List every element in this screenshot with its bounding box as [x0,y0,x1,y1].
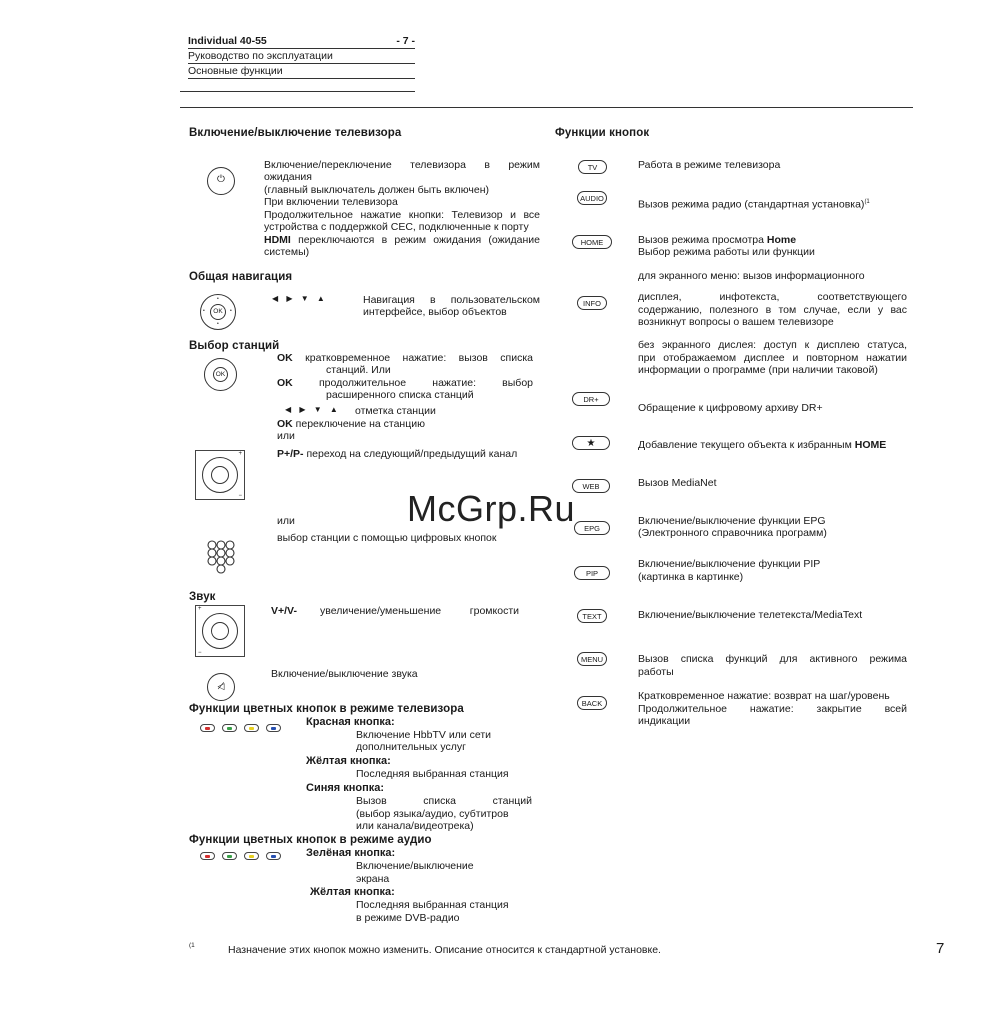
red-dot [205,727,210,730]
green-button [222,852,237,860]
text-button [577,609,607,623]
stations-digits: выбор станции с помощью цифровых кнопок [277,532,497,544]
watermark: McGrp.Ru [407,488,576,529]
header-model-row [188,35,415,49]
power-line4b: устройства с поддержкой CEC, подключенные к порту [264,221,529,233]
nav-dot-right: • [230,308,232,314]
stations-ok-button [213,367,228,382]
stations-p-bold: P+/P- [277,448,304,460]
color-buttons-audio [200,852,285,861]
volume-minus-icon: − [198,650,202,656]
header-model: Individual 40-55 [188,35,267,47]
stations-p-text: переход на следующий/предыдущий канал [303,448,518,460]
color-tv-red-heading: Красная кнопка: [306,716,395,728]
color-tv-heading: Функции цветных кнопок в режиме телевизора [189,703,464,715]
star-icon: ★ [586,438,596,449]
epg-desc-b: (Электронного справочника программ) [638,527,827,539]
green-dot [227,727,232,730]
power-heading: Включение/выключение телевизора [189,127,402,139]
stations-ok3 [277,418,425,431]
stations-ok3-bold: OK [277,418,293,430]
power-line2: (главный выключатель должен быть включен) [264,184,490,196]
power-line4c [264,234,540,247]
yellow-button [244,852,259,860]
back-button [577,696,607,710]
nav-heading: Общая навигация [189,271,293,283]
stations-ok2a [277,377,533,390]
power-line4a: Продолжительное нажатие кнопки: Телевизор и все [264,209,540,221]
stations-ok2a-text: продолжительное нажатие: выбор [292,377,533,389]
info-desc-e: без экранного дислея: доступ к дисплею статуса, [638,339,907,351]
blue-button [266,724,281,732]
red-button [200,724,215,732]
blue-dot [271,727,276,730]
blue-button [266,852,281,860]
stations-ok2-bold: OK [277,377,293,389]
home-desc-bold: Home [766,234,797,246]
volume-rocker-center [211,622,229,640]
yellow-dot [249,855,254,858]
stations-heading: Выбор станций [189,340,280,352]
info-desc-c: содержанию, полезного в том случае, если у вас [638,304,907,316]
volume-rocker [195,605,245,657]
numeric-keypad-icon [206,540,236,576]
red-button [200,852,215,860]
web-button [572,479,610,493]
power-button [207,167,235,195]
nav-ok-button [210,304,226,320]
header-manual: Руководство по эксплуатации [188,50,415,64]
color-tv-red-b: дополнительных услуг [356,741,466,753]
color-tv-blue-a: Вызов списка станций [356,795,532,807]
stations-or2: или [277,515,295,527]
fav-desc [638,439,886,452]
color-audio-yellow-b: в режиме DVB-радио [356,912,460,924]
home-button [572,235,612,249]
sound-heading: Звук [189,591,216,603]
color-audio-green-b: экрана [356,873,390,885]
power-line3: При включении телевизора [264,196,398,208]
power-hdmi: HDMI [264,234,291,246]
yellow-button [244,724,259,732]
web-button-label: WEB [582,482,600,491]
header-divider-long [180,107,913,108]
nav-dpad [200,294,236,330]
audio-button-label: AUDIO [580,194,604,203]
info-desc-d: возникнут вопросы о вашем телевизоре [638,316,834,328]
nav-ok-label: OK [213,308,223,315]
stations-ok3-text: переключение на станцию [292,418,425,430]
color-audio-green-heading: Зелёная кнопка: [306,847,396,859]
stations-ok1a-text: кратковременное нажатие: вызов списка [292,352,533,364]
stations-p [277,448,517,461]
epg-button-label: EPG [584,524,600,533]
stations-or1: или [277,430,295,442]
fav-desc-text: Добавление текущего объекта к избранным [638,439,855,451]
dr-desc: Обращение к цифровому архиву DR+ [638,402,823,414]
info-desc-g: информации о программе (при наличии таковой) [638,364,878,376]
back-desc-c: индикации [638,715,691,727]
info-desc-a: для экранного меню: вызов информационного [638,270,865,282]
color-audio-yellow-a: Последняя выбранная станция [356,899,509,911]
nav-dot-top: • [217,296,219,302]
power-line4d: системы) [264,246,310,258]
color-audio-green-a: Включение/выключение [356,860,474,872]
volume-plus-icon: + [198,606,202,612]
mute-icon: ◁̸ [217,681,225,691]
menu-desc-b: работы [638,666,674,678]
nav-text-a: Навигация в пользовательском [363,294,540,306]
stations-ok1b: станций. Или [326,364,391,376]
stations-ok-label: OK [215,371,226,378]
color-audio-yellow-heading: Жёлтая кнопка: [310,886,395,898]
stations-rocker-center [211,466,229,484]
menu-button-label: MENU [580,655,604,664]
pip-desc-b: (картинка в картинке) [638,571,744,583]
epg-desc-a: Включение/выключение функции EPG [638,515,826,527]
green-dot [227,855,232,858]
color-buttons-tv [200,724,285,733]
pip-button [574,566,610,580]
stations-channel-rocker [195,450,245,500]
sound-v-bold: V+/V- [271,605,297,617]
audio-desc-text: Вызов режима радио (стандартная установка) [638,198,865,211]
pip-desc-a: Включение/выключение функции PIP [638,558,821,570]
info-button-label: INFO [583,299,601,308]
green-button [222,724,237,732]
sound-v-text: увеличение/уменьшение громкости [320,605,519,617]
back-button-label: BACK [581,699,603,708]
nav-text-b: интерфейсе, выбор объектов [363,306,507,318]
favorite-button [572,436,610,450]
stations-ok1-bold: OK [277,352,293,364]
tv-button [578,160,607,174]
footnote-text: Назначение этих кнопок можно изменить. Описание относится к стандартной установке. [228,944,661,956]
stations-ok2b: расширенного списка станций [326,389,474,401]
audio-desc [638,196,870,211]
stations-arrows-icon: ◀ ▶ ▼ ▲ [285,405,341,414]
back-desc-b: Продолжительное нажатие: закрытие всей [638,703,907,715]
nav-arrows-icon: ◀ ▶ ▼ ▲ [272,294,328,303]
dr-button-label: DR+ [583,395,599,404]
info-button [577,296,607,310]
nav-dot-left: • [203,308,205,314]
header-divider-short [180,91,415,92]
mute-button [207,673,235,701]
home-button-label: HOME [580,238,604,247]
info-desc-f: при отображаемом дисплее и повторном нажатии [638,352,907,364]
text-desc: Включение/выключение телетекста/MediaText [638,609,863,621]
yellow-dot [249,727,254,730]
color-audio-heading: Функции цветных кнопок в режиме аудио [189,834,432,846]
stations-rocker-minus-icon: − [238,493,242,499]
menu-button [577,652,607,666]
header-section: Основные функции [188,65,415,79]
blue-dot [271,855,276,858]
header-page-marker: - 7 - [396,35,415,47]
color-tv-yellow: Последняя выбранная станция [356,768,509,780]
menu-desc-a: Вызов списка функций для активного режима [638,653,907,665]
color-tv-blue-c: или канала/видеотрека) [356,820,474,832]
sound-mute: Включение/выключение звука [271,668,418,680]
page-number: 7 [936,940,945,957]
stations-mark: отметка станции [355,405,436,417]
tv-button-label: TV [587,163,598,172]
power-line1a: Включение/переключение телевизора в режим [264,159,540,171]
info-desc-b: дисплея, инфотекста, соответствующего [638,291,907,303]
back-desc-a: Кратковременное нажатие: возврат на шаг/уровень [638,690,890,702]
color-tv-blue-b: (выбор языка/аудио, субтитров [356,808,509,820]
web-desc: Вызов MediaNet [638,477,717,489]
color-tv-blue-heading: Синяя кнопка: [306,782,385,794]
red-dot [205,855,210,858]
stations-ok1a [277,352,533,365]
audio-footnote-marker: (1 [864,199,870,205]
tv-desc: Работа в режиме телевизора [638,159,781,171]
audio-button [577,191,607,205]
fav-desc-bold: HOME [854,439,887,451]
right-heading: Функции кнопок [555,127,650,139]
nav-dot-bottom: • [217,321,219,327]
stations-dpad [204,358,237,391]
text-button-label: TEXT [582,612,602,621]
home-desc-a-text: Вызов режима просмотра [638,234,767,246]
home-desc-a [638,234,796,247]
home-desc-b: Выбор режима работы или функции [638,246,815,258]
pip-button-label: PIP [585,569,599,578]
footnote-marker: (1 [189,942,195,949]
dr-button [572,392,610,406]
power-icon: ⏻ [217,174,225,185]
power-line4c-text: переключаются в режим ожидания (ожидание [290,234,540,246]
color-tv-red-a: Включение HbbTV или сети [356,729,492,741]
epg-button [574,521,610,535]
stations-rocker-plus-icon: + [238,451,242,457]
color-tv-yellow-heading: Жёлтая кнопка: [306,755,391,767]
power-line1b: ожидания [264,171,312,183]
